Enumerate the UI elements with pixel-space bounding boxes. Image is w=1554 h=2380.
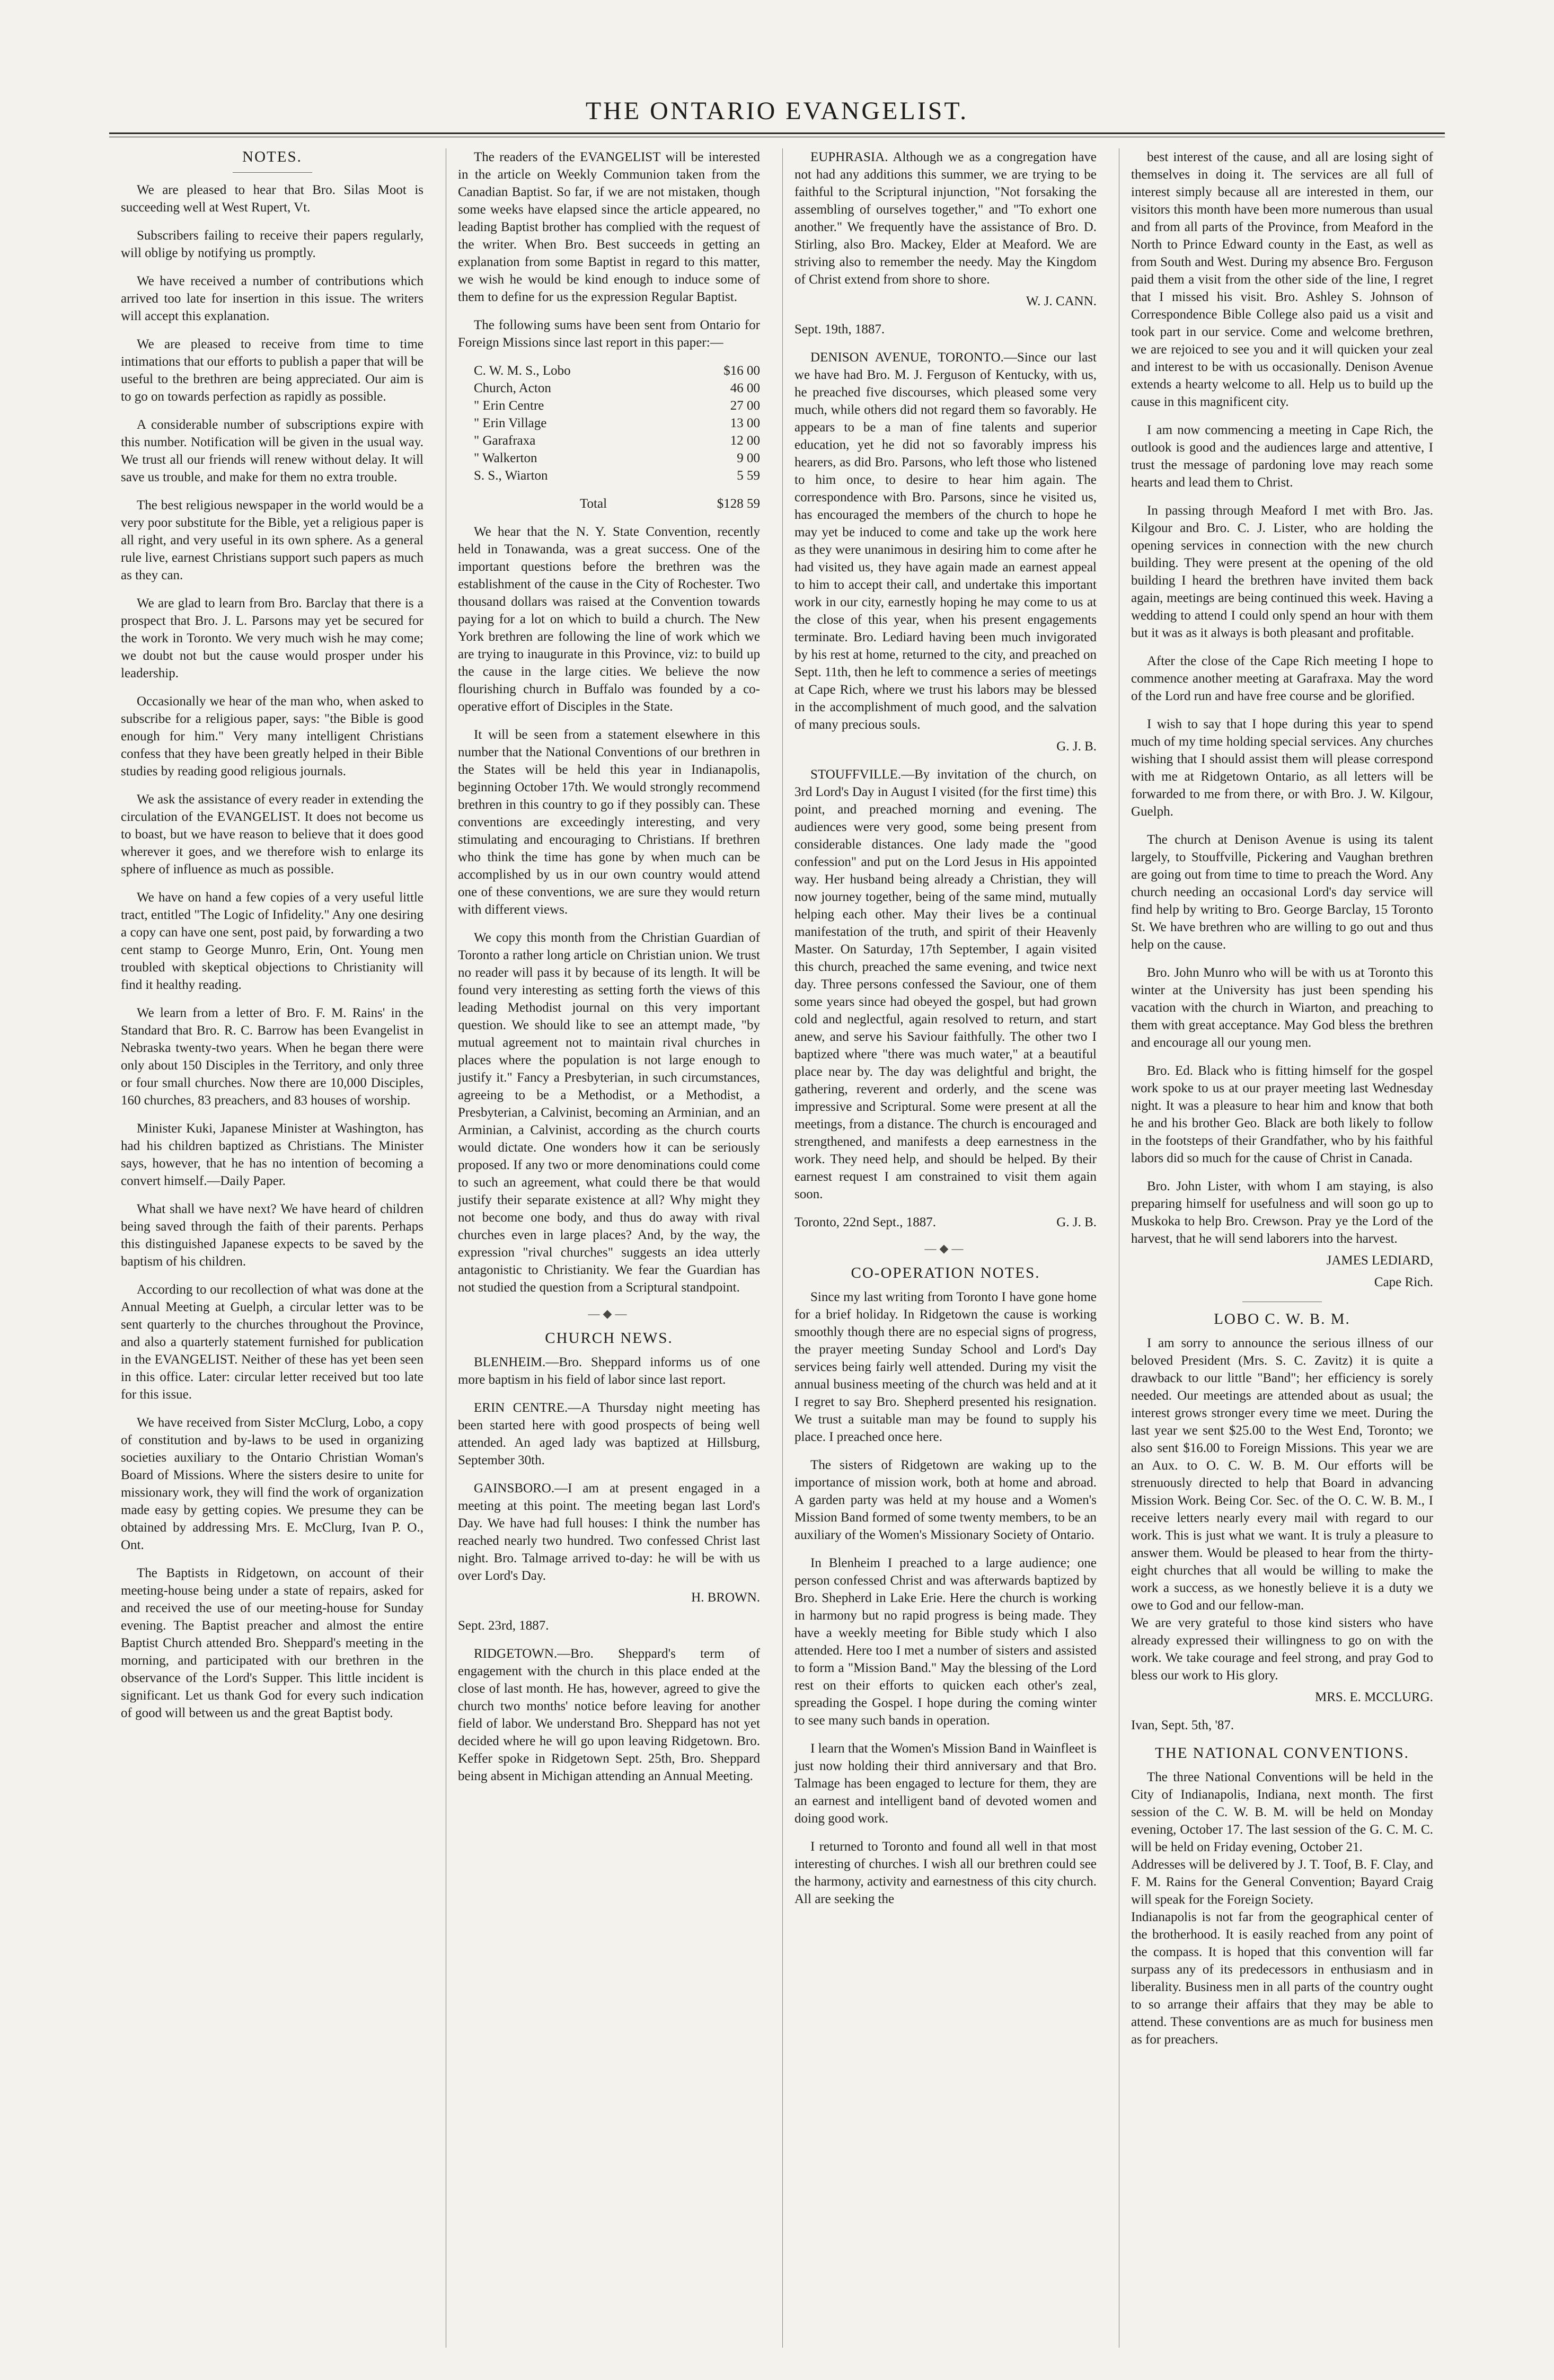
paragraph: We hear that the N. Y. State Convention, recently held in Tonawanda, was a great success. One of the important questions before the brethren was the establishment of the cause in the City of Rochester. Two thousand dollars was raised at the Convention towards paying for a lot on which to build a church. The New York brethren are following the line of work which we are trying to inaugurate in this Province, viz: to build up the cause in the large cities. We believe the now flourishing church in Buffalo was founded by a co-operative effort of Disciples in the State. [458,525,760,714]
lobo-date: Ivan, Sept. 5th, '87. [1131,1718,1234,1732]
sum-label: Church, Acton [474,381,551,395]
column-3 [782,148,1108,2348]
lediard-signature: JAMES LEDIARD, [1326,1253,1433,1268]
euphrasia-signature: W. J. CANN. [1026,294,1097,308]
paragraph: The following sums have been sent from Ontario for Foreign Missions since last report in this paper:— [458,318,760,350]
sum-row [474,467,760,484]
stouffville-date-sig [794,1214,1097,1231]
paragraph: According to our recollection of what was done at the Annual Meeting at Guelph, a circular letter was to be sent quarterly to the churches throughout the Province, and also a quarterly statement furnished for publication in the EVANGELIST. Neither of these has yet been seen in this office. Later: circular letter received but too late for this issue. [121,1282,423,1402]
newspaper-title: THE ONTARIO EVANGELIST. [585,97,969,125]
sum-amount: 27 00 [730,399,760,413]
paragraph: I learn that the Women's Mission Band in Wainfleet is just now holding their third anniversary and that Bro. Talmage has been engaged to lecture for them, they are an earnest and intelligent band of devoted women and doing good work. [794,1741,1097,1826]
paragraph: BLENHEIM.—Bro. Sheppard informs us of one more baptism in his field of labor since last report. [458,1355,760,1387]
cooperation-heading: CO-OPERATION NOTES. [851,1264,1040,1281]
sum-label: C. W. M. S., Lobo [474,364,571,378]
masthead [109,96,1445,126]
paragraph: We are pleased to hear that Bro. Silas Moot is succeeding well at West Rupert, Vt. [121,183,423,215]
stouffville-news: STOUFFVILLE.—By invitation of the church, on 3rd Lord's Day in August I visited (for the first time) this point, and preached morning and evening. The audiences were very good, some being present from considerable distances. One lady made the "good confession" and put on the Lord Jesus in His appointed way. Her husband being already a Christian, they will now journey together, being of the same mind, mutually helping each other. May their lives be a continual manifestation of the truth, and spirit of their Heavenly Master. On Saturday, 17th September, I again visited this church, preached the same evening, and twice next day. Three persons confessed the Saviour, one of them some years since had obeyed the gospel, but had grown cold and neglectful, again resolved to return, and start anew, and serve his Saviour faithfully. The other two I baptized where "there was much water," at a beautiful place near by. The day was delightful and bright, the gathering, reverent and orderly, and the scene was impressive and Scriptural. Some were present at all the meetings, from a distance. The church is encouraged and strengthened, and manifests a deep earnestness in the work. They need help, and should be helped. By their earnest request I am constrained to visit them again soon. [794,767,1097,1201]
paragraph: Bro. John Munro who will be with us at Toronto this winter at the University has just been spending his vacation with the church in Wiarton, and preaching to them with great acceptance. May God bless the brethren and encourage all our young men. [1131,966,1433,1050]
sum-label: " Erin Village [474,416,547,430]
paragraph: I returned to Toronto and found all well in that most interesting of churches. I wish all our brethren could see the harmony, activity and earnestness of this city church. All are seeking the [794,1839,1097,1906]
stouffville-date: Toronto, 22nd Sept., 1887. [794,1215,936,1229]
euphrasia-news: EUPHRASIA. Although we as a congregation have not had any additions this summer, we are trying to be faithful to the Scriptural injunction, "Not forsaking the assembling of ourselves together," and "To exhort one another." We frequently have the assistance of Bro. D. Stirling, also Bro. Mackey, Elder at Meaford. We are striving also to remember the needy. May the Kingdom of Christ extend from shore to shore. [794,150,1097,287]
paragraph: We have received from Sister McClurg, Lobo, a copy of constitution and by-laws to be used in organizing societies auxiliary to the Ontario Christian Woman's Board of Missions. Where the sisters desire to unite for missionary work, they will find the work of organization made easy by getting copies. We presume they can be obtained by addressing Mrs. E. McClurg, Ivan P. O., Ont. [121,1415,423,1552]
paragraph: The church at Denison Avenue is using its talent largely, to Stouffville, Pickering and Vaughan brethren are going out from time to time to preach the Word. Any church needing an occasional Lord's day service will find help by writing to Bro. George Barclay, 15 Toronto St. We have brethren who are willing to go out and thus help on the cause. [1131,833,1433,952]
column-2 [446,148,772,2348]
denison-signature: G. J. B. [1056,739,1097,754]
sum-row [474,414,760,432]
lobo-body: I am sorry to announce the serious illness of our beloved President (Mrs. S. C. Zavitz) it is quite a drawback to our little "Band"; her efficiency is sorely needed. Our meetings are attended about as usual; the interest grows stronger every time we meet. During the last year we sent $25.00 to the West End, Toronto; we also sent $16.00 to Foreign Missions. This year we are an Aux. to O. C. W. B. M. Our efforts will be strenuously directed to help that Board in advancing Mission Work. Being Cor. Sec. of the O. C. W. B. M., I receive letters nearly every mail with regard to our work. This is just what we want. It is truly a pleasure to answer them. Would be pleased to hear from the thirty-eight churches that all would be willing to make the work a success, as we honestly believe it is a duty we owe to God and our fellow-man. We are very grateful to those kind sisters who have already expressed their willingness to go on with the work. We take courage and feel strong, and pray God to bless our work to His glory. [1131,1336,1433,1683]
paragraph: ERIN CENTRE.—A Thursday night meeting has been started here with good prospects of being well attended. An aged lady was baptized at Hillsburg, September 30th. [458,1401,760,1467]
paragraph: The Baptists in Ridgetown, on account of their meeting-house being under a state of repairs, asked for and received the use of our meeting-house for Sunday evening. The Baptist preacher and almost the entire Baptist Church attended Bro. Sheppard's meeting in the morning, and participated with our brethren in the observance of the Lord's Supper. This little incident is significant. Let us thank God for every such indication of good will between us and the great Baptist body. [121,1566,423,1720]
paragraph: A considerable number of subscriptions expire with this number. Notification will be given in the usual way. We trust all our friends will renew without delay. It will save us trouble, and make for them no extra trouble. [121,418,423,484]
cooperation-body [794,1288,1097,1908]
paragraph: We are pleased to receive from time to time intimations that our efforts to publish a paper that will be useful to the brethren are being appreciated. Our aim is to go on towards perfection as rapidly as possible. [121,337,423,404]
paragraph: What shall we have next? We have heard of children being saved through the faith of their parents. Perhaps this distinguished Japanese expects to be saved by the baptism of his children. [121,1202,423,1269]
paragraph: Bro. Ed. Black who is fitting himself for the gospel work spoke to us at our prayer meeting last Wednesday night. It was a pleasure to hear him and know that both he and his brother Geo. Black are both likely to follow in the footsteps of their Grandfather, who by his faithful labors did so much for the cause of Christ in Canada. [1131,1064,1433,1165]
paragraph: Subscribers failing to receive their papers regularly, will oblige by notifying us promptly. [121,228,423,260]
paragraph: GAINSBORO.—I am at present engaged in a meeting at this point. The meeting began last Lord's Day. We have had full houses: I think the number has reached nearly two hundred. Two confessed Christ last night. Bro. Talmage arrived to-day: he will be with us over Lord's Day. [458,1481,760,1583]
paragraph: best interest of the cause, and all are losing sight of themselves in doing it. The services are all full of interest simply because all are interested in them, our visitors this month have been more numerous than usual and from all parts of the Province, from Meaford in the North to Prince Edward county in the East, as well as from South and West. During my absence Bro. Ferguson paid them a visit from the other side of the line, I regret that I missed his visit. Bro. Ashley S. Johnson of Correspondence Bible College also paid us a visit and took part in our service. Come and welcome brethren, we are rejoiced to see you and it will quicken your zeal and interest to be with us occasionally. Denison Avenue extends a hearty welcome to all. Help us to build up the cause in this magnificent city. [1131,150,1433,409]
news-signature: H. BROWN. [691,1590,760,1605]
church-news-heading: CHURCH NEWS. [545,1330,673,1347]
conventions-body: The three National Conventions will be held in the City of Indianapolis, Indiana, next month. The first session of the C. W. B. M. will be held on Monday evening, October 17. The last session of the G. C. M. C. will be held on Friday evening, October 21. Addresses will be delivered by J. T. Toof, B. F. Clay, and F. M. Rains for the General Convention; Bayard Craig will speak for the Foreign Society. Indianapolis is not far from the geographical center of the brotherhood. It is easily reached from any point of the compass. It is hoped that this convention will far surpass any of its predecessors in enthusiasm and in liberality. Business men in all parts of the country ought to so arrange their affairs that they may be able to attend. These conventions are as much for business men as for preachers. [1131,1770,1433,2047]
paragraph: We have received a number of contributions which arrived too late for insertion in this issue. The writers will accept this explanation. [121,274,423,323]
paragraph: I wish to say that I hope during this year to spend much of my time holding special services. Any churches wishing that I should assist them will please correspond with me at Ridgetown Ontario, as all letters will be forwarded to me from there, or with Bro. J. W. Kilgour, Guelph. [1131,717,1433,819]
missions-total-row [474,495,760,512]
sum-label: " Erin Centre [474,399,544,413]
missions-sums-table [474,362,760,484]
paragraph: It will be seen from a statement elsewhere in this number that the National Conventions of our brethren in the States will be held this year in Indianapolis, beginning October 17th. We would strongly recommend brethren in this country to go if they possibly can. These conventions are exceedingly interesting, and very stimulating and encouraging to Christians. If brethren who think the time has gone by when much can be accomplished by us in our own country would attend one of these conventions, we are sure they would return with different views. [458,728,760,917]
sum-amount: 46 00 [730,381,760,395]
sum-row [474,362,760,379]
paragraph: In passing through Meaford I met with Bro. Jas. Kilgour and Bro. C. J. Lister, who are holding the opening services in connection with the new church building. They were present at the opening of the old building I heard the brethren have invited them back again, meetings are being continued this week. Having a wedding to attend I could only spend an hour with them but it was as it always is both pleasant and profitable. [1131,503,1433,640]
column-4 [1119,148,1445,2348]
section-ornament: —◆— [924,1242,967,1255]
lobo-heading: LOBO C. W. B. M. [1214,1311,1350,1328]
sum-amount: 5 59 [737,468,760,483]
euphrasia-date: Sept. 19th, 1887. [794,322,885,337]
sum-label: S. S., Wiarton [474,468,548,483]
lobo-signature: MRS. E. MCCLURG. [1315,1690,1433,1704]
paragraph: After the close of the Cape Rich meeting I hope to commence another meeting at Garafraxa. May the word of the Lord run and have free course and be glorified. [1131,654,1433,703]
paragraph: We are glad to learn from Bro. Barclay that there is a prospect that Bro. J. L. Parsons may yet be secured for the work in Toronto. We very much wish he may come; we doubt not but the cause would prosper under his leadership. [121,596,423,680]
paragraph: Since my last writing from Toronto I have gone home for a brief holiday. In Ridgetown the cause is working smoothly though there are no especial signs of progress, the prayer meeting Sunday School and Lord's Day services being fairly well attended. During my visit the annual business meeting of the church was held and at it I regret to say Bro. Shepherd presented his resignation. We trust a suitable man may be found to supply his place. I preached once here. [794,1290,1097,1444]
paragraph: Bro. John Lister, with whom I am staying, is also preparing himself for usefulness and will soon go up to Muskoka to help Bro. Crewson. Pray ye the Lord of the harvest, that he will send laborers into the harvest. [1131,1179,1433,1246]
paragraph: The readers of the EVANGELIST will be interested in the article on Weekly Communion taken from the Canadian Baptist. So far, if we are not mistaken, though some weeks have elapsed since the article appeared, no leading Baptist brother has complied with the request of the writer. When Bro. Best succeeds in getting an explanation from some Baptist in regard to this matter, we wish he would be kind enough to induce some of them to define for us the expression Regular Baptist. [458,150,760,304]
sum-label: " Garafraxa [474,433,536,448]
sum-amount: 12 00 [730,433,760,448]
sum-label: " Walkerton [474,451,537,465]
total-label: Total [580,497,607,511]
sum-amount: 9 00 [737,451,760,465]
notes-body [121,181,423,1722]
lediard-place: Cape Rich. [1374,1275,1433,1289]
sum-amount: $16 00 [723,364,760,378]
paragraph: We copy this month from the Christian Guardian of Toronto a rather long article on Christian union. We trust no reader will pass it by because of its length. It will be found very interesting as setting forth the views of this leading Methodist journal on this very important question. We should like to see an attempt made, "by mutual agreement not to maintain rival churches in places where the population is not large enough to justify it." Fancy a Presbyterian, in such circumstances, agreeing to be a Methodist, or a Methodist, a Presbyterian, a Calvinist, becoming an Arminian, and an Arminian, a Calvinist, according as the church courts would dictate. One wonders how it can be seriously proposed. If any two or more denominations could come to such an agreement, what could there be that would justify their separate existence at all? Why might they not become one body, and thus do away with rival churches even in large places? And, by the way, the expression "rival churches" suggests an idea utterly antagonistic to Christianity. We fear the Guardian has not studied the question from a Scriptural standpoint. [458,931,760,1295]
total-amount: $128 59 [717,497,760,511]
denison-news: DENISON AVENUE, TORONTO.—Since our last we have had Bro. M. J. Ferguson of Kentucky, with us, he preached five discourses, which pleased some very much, while others did not regard them so favorably. He appears to be a man of fine talents and superior education, yet he did not so favorably impress his hearers, as did Bro. Parsons, who left those who listened to him once, to desire to hear him again. The correspondence with Bro. Parsons, since he visited us, has encouraged the members of the church to hope he may yet be induced to come and take up the work here as they were unanimous in desiring him to come after he had visited us, they have again made an earnest appeal to him to accept their call, and undertake this important work in our city, earnestly hoping he may come to us at the close of this year, when his present engagements terminate. Bro. Lediard having been much invigorated by his rest at home, returned to the city, and preached on Sept. 11th, then he left to commence a series of meetings at Cape Rich, where we trust his labors may be blessed in the accomplishment of much good, and the salvation of many precious souls. [794,350,1097,732]
column-1 [109,148,435,2348]
paragraph: We learn from a letter of Bro. F. M. Rains' in the Standard that Bro. R. C. Barrow has been Evangelist in Nebraska twenty-two years. When he began there were only about 150 Disciples in the Territory, and only three or four small churches. Now there are 10,000 Disciples, 160 churches, 83 preachers, and 83 houses of worship. [121,1006,423,1108]
church-news-body [458,1353,760,1585]
sum-row [474,449,760,467]
sum-row [474,432,760,449]
paragraph: Occasionally we hear of the man who, when asked to subscribe for a religious paper, says: "the Bible is good enough for him." Very many intelligent Christians confess that they have been greatly helped in their Bible studies by reading good religious journals. [121,694,423,778]
conventions-heading: THE NATIONAL CONVENTIONS. [1155,1745,1409,1762]
paragraph: We ask the assistance of every reader in extending the circulation of the EVANGELIST. It does not become us to boast, but we have reason to believe that it does good wherever it goes, and we therefore wish to enlarge its sphere of influence as much as possible. [121,792,423,877]
column-4-body [1131,148,1433,1247]
paragraph: I am now commencing a meeting in Cape Rich, the outlook is good and the audiences large and attentive, I trust the message of pardoning love may reach some hearts and lead them to Christ. [1131,423,1433,490]
paragraph: Minister Kuki, Japanese Minister at Washington, has had his children baptized as Christians. The Minister says, however, that he has no intention of becoming a convert himself.—Daily Paper. [121,1121,423,1188]
newspaper-columns [109,148,1445,2348]
stouffville-signature: G. J. B. [1056,1215,1097,1229]
ridgetown-news: RIDGETOWN.—Bro. Sheppard's term of engagement with the church in this place ended at the close of last month. He has, however, agreed to give the church two months' notice before leaving for another field of labor. We understand Bro. Sheppard has not yet decided where he will go upon leaving Ridgetown. Bro. Keffer spoke in Ridgetown Sept. 25th, Bro. Sheppard being absent in Michigan attending an Annual Meeting. [458,1647,760,1783]
sum-row [474,379,760,397]
column-2-top [458,148,760,351]
divider [233,172,312,173]
sum-amount: 13 00 [730,416,760,430]
news-date: Sept. 23rd, 1887. [458,1618,549,1633]
column-2-editorials [458,523,760,1296]
sum-row [474,397,760,414]
section-ornament: —◆— [588,1307,630,1320]
paragraph: The best religious newspaper in the world would be a very poor substitute for the Bible, yet a religious paper is all right, and very useful in its own sphere. As a general rule live, earnest Christians support such papers as much as they can. [121,498,423,582]
paragraph: We have on hand a few copies of a very useful little tract, entitled "The Logic of Infidelity." Any one desiring a copy can have one sent, post paid, by forwarding a two cent stamp to George Munro, Erin, Ont. Young men troubled with skeptical objections to Christianity will find it healthy reading. [121,890,423,992]
masthead-rule-thick [109,132,1445,134]
notes-heading: NOTES. [242,148,302,165]
paragraph: In Blenheim I preached to a large audience; one person confessed Christ and was afterwards baptized by Bro. Shepherd in Lake Erie. Here the church is working in harmony but no rapid progress is being made. They have a weekly meeting for Bible study which I also attended. Here too I met a number of sisters and assisted to form a "Mission Band." May the blessing of the Lord rest on their efforts to quicken each other's zeal, spreading the Gospel. I hope during the coming winter to see many such bands in operation. [794,1556,1097,1728]
paragraph: The sisters of Ridgetown are waking up to the importance of mission work, both at home and abroad. A garden party was held at my house and a Women's Mission Band formed of some twenty members, to be an auxiliary of the Women's Missionary Society of Ontario. [794,1458,1097,1542]
